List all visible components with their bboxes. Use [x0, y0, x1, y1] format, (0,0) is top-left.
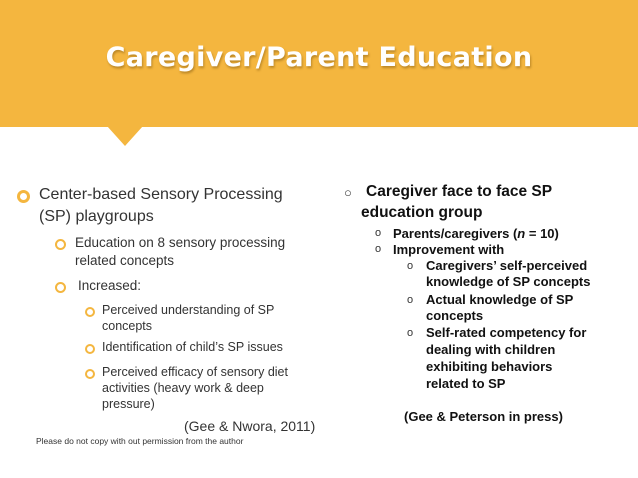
right-item3-line1: Self-rated competency for — [426, 325, 587, 340]
right-item1-line1: Caregivers’ self-perceived — [426, 258, 588, 273]
right-sub1: Parents/caregivers (n = 10) — [393, 226, 559, 241]
left-heading-line1: Center-based Sensory Processing — [39, 186, 283, 203]
copyright-note: Please do not copy with out permission from the author — [36, 436, 244, 446]
bullet-circle-icon — [85, 344, 95, 354]
left-item2-line1: Identification of child’s SP issues — [102, 340, 283, 354]
left-sub1-line1: Education on 8 sensory processing — [75, 235, 286, 250]
right-citation: (Gee & Peterson in press) — [404, 409, 563, 424]
bullet-o-icon: o — [375, 243, 382, 255]
left-item3-line1: Perceived efficacy of sensory diet — [102, 365, 288, 379]
bullet-o-icon: o — [407, 327, 414, 339]
bullet-circle-icon — [17, 190, 30, 203]
right-item2-line2: concepts — [426, 308, 484, 323]
right-item3-line3: exhibiting behaviors — [426, 359, 553, 374]
right-item3-line2: dealing with children — [426, 342, 556, 357]
left-sub2: Increased: — [78, 278, 142, 293]
left-item3-line3: pressure) — [102, 397, 155, 411]
right-heading-line1: Caregiver face to face SP — [366, 183, 553, 200]
bullet-o-icon: o — [407, 294, 414, 306]
left-item1-line2: concepts — [102, 319, 153, 333]
left-item1-line1: Perceived understanding of SP — [102, 303, 275, 317]
left-item3-line2: activities (heavy work & deep — [102, 381, 264, 395]
bullet-ring-icon: ○ — [344, 185, 352, 200]
right-item1-line2: knowledge of SP concepts — [426, 274, 591, 289]
bullet-circle-icon — [55, 239, 66, 250]
right-sub2: Improvement with — [393, 242, 505, 257]
bullet-o-icon: o — [375, 227, 382, 239]
left-sub1-line2: related concepts — [75, 253, 175, 268]
left-citation: (Gee & Nwora, 2011) — [184, 418, 316, 434]
banner-notch — [107, 126, 143, 146]
bullet-circle-icon — [85, 369, 95, 379]
slide-title: Caregiver/Parent Education — [105, 42, 533, 73]
bullet-o-icon: o — [407, 260, 414, 272]
right-item3-line4: related to SP — [426, 376, 506, 391]
right-heading-line2: education group — [361, 204, 483, 221]
bullet-circle-icon — [85, 307, 95, 317]
bullet-circle-icon — [55, 282, 66, 293]
right-item2-line1: Actual knowledge of SP — [426, 292, 574, 307]
left-heading-line2: (SP) playgroups — [39, 208, 154, 225]
